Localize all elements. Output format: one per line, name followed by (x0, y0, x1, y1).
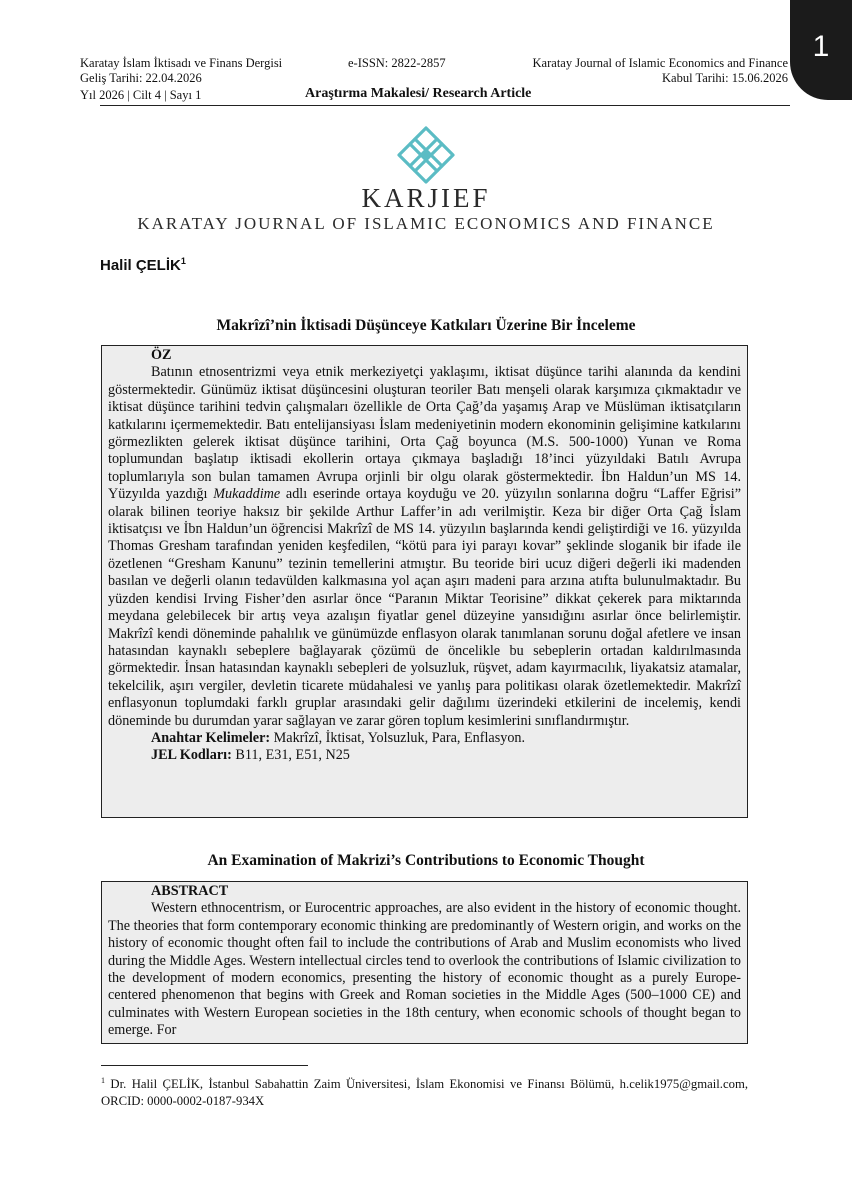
abstract-en-heading: ABSTRACT (151, 883, 229, 899)
author-footnote-mark: 1 (180, 256, 186, 266)
title-en: An Examination of Makrizi’s Contributions to Economic Thought (207, 852, 645, 869)
article-type: Araştırma Makalesi/ Research Article (305, 86, 532, 101)
jel-codes: JEL Kodları: B11, E31, E51, N25 (151, 747, 350, 764)
eissn: e-ISSN: 2822-2857 (348, 56, 446, 70)
footnote: $^1$ Dr. Halil ÇELİK, İstanbul Sabahattin Zaim Üniversitesi, İslam Ekonomisi ve Finansı Bölümü, h.celik1975@gmail.com, ORCID: 0000-0002-0187-934X (101, 1076, 748, 1108)
page-number-tab (790, 0, 852, 100)
journal-full-name: KARATAY JOURNAL OF ISLAMIC ECONOMICS AND FINANCE (137, 214, 715, 233)
page-number: 1 (812, 30, 830, 63)
abstract-tr-heading: ÖZ (151, 347, 172, 363)
header-rule (100, 105, 790, 106)
abstract-en-box (101, 881, 748, 1044)
journal-name-tr: Karatay İslam İktisadı ve Finans Dergisi (80, 56, 283, 70)
footnote-rule (101, 1065, 308, 1066)
issue-info: Yıl 2026 | Cilt 4 | Sayı 1 (80, 88, 202, 102)
abstract-en-text: Western ethnocentrism, or Eurocentric approaches, are also evident in the history of economic thought. The theories that form contemporary economic thinking are predominantly of Western origin, and works on the history of economic thought often fail to include the contributions of Arab and Muslim economists who lived during the Middle Ages. Western intellectual circles tend to overlook the contributions of Islamic civilization to the development of modern economics, presenting the history of economic thought as a purely Europe-centered phenomenon that begins with Greek and Roman societies in the Middle Ages (500–1000 CE) and culminates with Western European societies in the 18th century, when economic schools of thought began to emerge. For (108, 900, 741, 1039)
keywords-tr: Anahtar Kelimeler: Makrîzî, İktisat, Yolsuzluk, Para, Enflasyon. (151, 729, 526, 746)
accepted-date: Kabul Tarihi: 15.06.2026 (662, 71, 788, 85)
received-date: Geliş Tarihi: 22.04.2026 (80, 71, 202, 85)
title-tr: Makrîzî’nin İktisadi Düşünceye Katkıları Üzerine Bir İnceleme (216, 317, 636, 334)
karjief-logo-icon (396, 125, 456, 185)
abstract-tr-text: Batının etnosentrizmi veya etnik merkeziyetçi yaklaşımı, iktisat düşünce tarihi alanında da kendini göstermektedir. Günümüz iktisat düşüncesini oluşturan teoriler Batı menşeli olarak karşımıza çıkmaktadır ve iktisat düşünce tarihini tedvin çalışmaları özellikle de Orta Çağ’da yaşamış Arap ve Müslüman iktisatçıların katkılarını içermemektedir. Batı entelijansiyası İslam medeniyetinin modern ekonominin gelişimine katkılarını görmezlikten gelerek iktisat düşünce tarihini, Orta Çağ boyunca (M.S. 500-1000) Yunan ve Roma toplumundan başlatıp iktisadi ekollerin ortaya çıkmaya başladığı 18’inci yüzyıldaki Batılı Avrupa toplumlarıyla son bulan tamamen Avrupa orjinli bir olgu olarak göstermektedir. İbn Haldun’un MS 14. Yüzyılda yazdığı Mukaddime adlı eserinde ortaya koyduğu ve 20. yüzyılın sonlarına doğru “Laffer Eğrisi” olarak bilinen teoriye haksız bir şekilde Arthur Laffer’in adı verilmiştir. Keza bir diğer Orta Çağ İslam iktisatçısı ve İbn Haldun’un öğrencisi Makrîzî de MS 14. yüzyılın başlarında kendi geliştirdiği ve 16. yüzyılda Thomas Gresham tarafından yeniden keşfedilen, “kötü para iyi parayı kovar” şeklinde sloganik bir ifade ile özetlenen “Gresham Kanunu” tezinin temellerini atmıştır. Bu teoride biri ucuz diğeri değerli iki madenden basılan ve değerli olanın tedavülden kalkmasına yol açan aşırı madeni para arzına atıfta bulunulmaktadır. Bu yüzden kendisi Irving Fisher’den asırlar önce “Paranın Miktar Teorisine” dikkat çekerek para miktarında meydana gelebilecek bir artış veya azalışın fiyatlar genel düzeyine yansıdığını asırlar önce belirlemiştir. Makrîzî kendi döneminde pahalılık ve günümüzde enflasyon olarak tanımlanan sorunu doğal afetlere ve insan hatasından kaynaklı sebeplere bağlayarak çözümü de öncelikle bu sebeplerin ortadan kaldırılmasında görmektedir. İnsan hatasından kaynaklı sebepleri de yolsuzluk, rüşvet, adam kayırmacılık, liyakatsiz atamalar, tekelcilik, aşırı vergiler, devletin ticarete müdahalesi ve yanlış para politikası olarak özetlemektedir. Makrîzî enflasyonun toplumdaki farklı gruplar arasındaki gelir dağılımı üzerindeki etkilerini de incelemiş, kendi döneminde bu durumdan yarar sağlayan ve zarar gören toplum kesimlerini sınıflandırmıştır. (108, 364, 742, 729)
book-title: Mukaddime (213, 486, 281, 503)
author-name: Halil ÇELİK$^1$ (100, 256, 186, 274)
footnote-mark: 1 (101, 1076, 105, 1085)
journal-acronym: KARJIEF (361, 183, 491, 213)
abstract-tr-box (101, 345, 748, 818)
journal-name-en: Karatay Journal of Islamic Economics and Finance (532, 56, 788, 70)
